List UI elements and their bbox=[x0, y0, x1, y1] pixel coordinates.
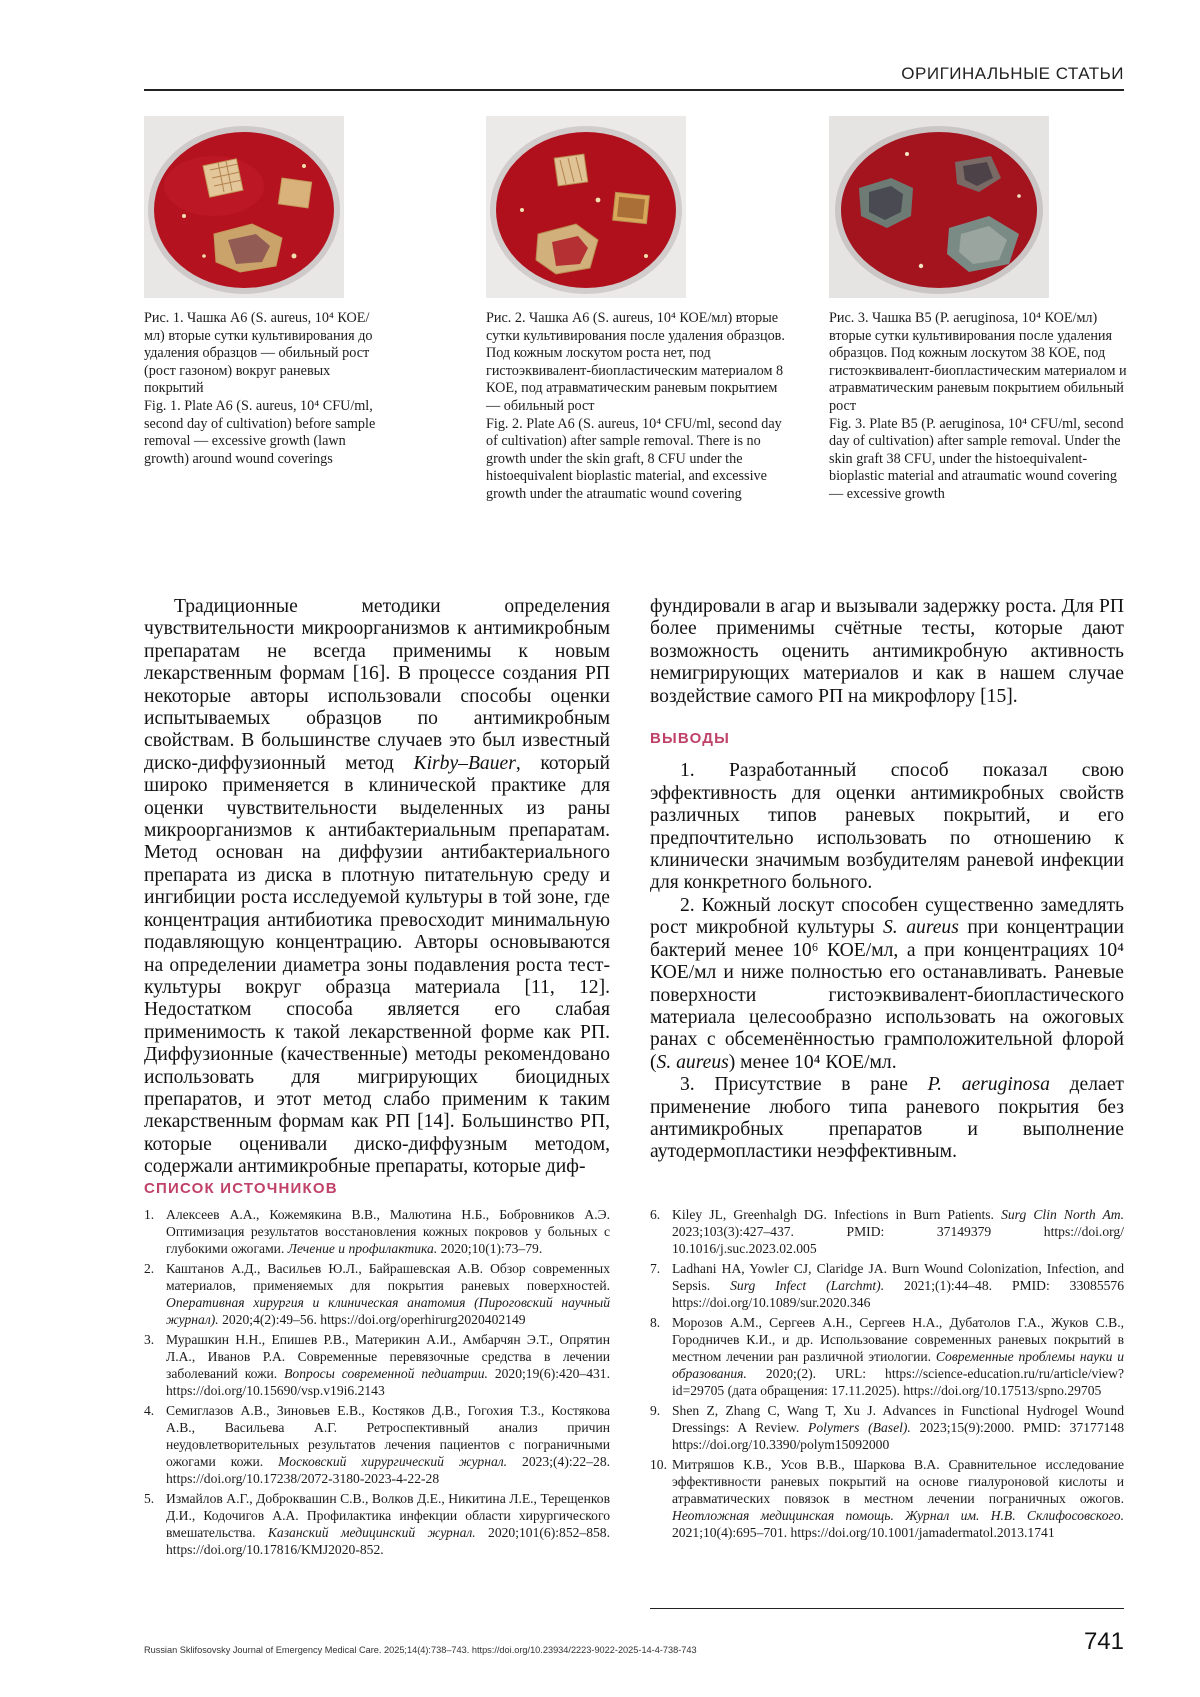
reference-item: 3. Мурашкин Н.Н., Епишев Р.В., Материкин А.И., Амбарчян Э.Т., Опрятин Л.А., Иванов Р.А. Современные перевязочные средства в лечении заболеваний кожи. Вопросы современной педиатрии. 2020;19(6):420–431. https://doi.org/10.15690/vsp.v19i6.2143 bbox=[144, 1332, 610, 1398]
figure-2-caption-en: Fig. 2. Plate A6 (S. aureus, 10⁴ CFU/ml, second day of cultivation) after sample removal. There is no growth under the skin graft, 8 CFU under the histoequivalent bioplastic material, and excessive growth under the atraumatic wound covering bbox=[486, 415, 782, 502]
reference-item: 1. Алексеев А.А., Кожемякина В.В., Малютина Н.Б., Бобровников А.Э. Оптимизация результатов восстановления кожных покровов у больных с глубокими ожогами. Лечение и профилактика. 2020;10(1):73–79. bbox=[144, 1207, 610, 1256]
conclusion-1: 1. Разработанный способ показал свою эффективность для оценки антимикробных свойств различных типов раневых покрытий, и его предпочтительно использовать по отношению к клинически значимым возбудителям раневой инфекции для конкретного больного. bbox=[650, 760, 1124, 894]
footer-citation: Russian Sklifosovsky Journal of Emergency Medical Care. 2025;14(4):738–743. https://doi.org/10.23934/2223-9022-2025-14-4-738-743 bbox=[144, 1645, 697, 1655]
body-paragraph-continued: фундировали в агар и вызывали задержку роста. Для РП более применимы счётные тесты, которые дают возможность оценить антимикробную активность немигрирующих материалов и как в нашем случае воздействие самого РП на микрофлору [15]. bbox=[650, 596, 1124, 707]
section-label: ОРИГИНАЛЬНЫЕ СТАТЬИ bbox=[901, 64, 1124, 83]
reference-item: 6. Kiley JL, Greenhalgh DG. Infections in Burn Patients. Surg Clin North Am. 2023;103(3):427–437. PMID: 37149379 https://doi.org/ 10.1016/j.suc.2023.02.005 bbox=[650, 1207, 1124, 1256]
figure-3-caption-ru: Рис. 3. Чашка В5 (P. aeruginosa, 10⁴ КОЕ/мл) вторые сутки культивирования после удаления образцов. Под кожным лоскутом 38 КОЕ, под гистоэквивалент-биопластическим материалом и атравматическим раневым покрытием обильный рост bbox=[829, 310, 1127, 414]
conclusions-heading: ВЫВОДЫ bbox=[650, 730, 731, 748]
reference-item: 9. Shen Z, Zhang C, Wang T, Xu J. Advances in Functional Hydrogel Wound Dressings: A Review. Polymers (Basel). 2023;15(9):2000. PMID: 37177148 https://doi.org/10.3390/polym15092000 bbox=[650, 1403, 1125, 1452]
reference-item: 2. Каштанов А.Д., Васильев Ю.Л., Байрашевская А.В. Обзор современных материалов, применяемых для покрытия раневых поверхностей. Оперативная хирургия и клиническая анатомия (Пироговский научный журнал). 2020;4(2):49–56. https://doi.org/operhirurg2020402149 bbox=[144, 1261, 610, 1327]
top-rule bbox=[144, 89, 1124, 91]
reference-item: 7. Ladhani HA, Yowler CJ, Claridge JA. Burn Wound Colonization, Infection, and Sepsis. Surg Infect (Larchmt). 2021;(1):44–48. PMID: 33085576 https://doi.org/10.1089/sur.2020.346 bbox=[650, 1261, 1125, 1310]
reference-item: 8. Морозов А.М., Сергеев А.Н., Сергеев Н.А., Дубатолов Г.А., Жуков С.В., Городничев К.И., и др. Использование современных раневых покрытий в местном лечении ран различной этиологии. Современные проблемы науки и образования. 2020;(2). URL: https://science-education.ru/ru/article/view?id=29705 (дата обращения: 17.11.2025). https://doi.org/10.17513/spno.29705 bbox=[650, 1315, 1124, 1398]
body-paragraph: Традиционные методики определения чувствительности микроорганизмов к антимикробным препаратам не всегда применимы к новым лекарственным формам [16]. В процессе создания РП некоторые авторы использовали способы оценки испытываемых образцов по антимикробным свойствам. В большинстве случаев это был известный диско-диффузионный метод Kirby–Bauer, который широко применяется в клинической практике для оценки чувствительности выделенных из раны микроорганизмов к антибактериальным препаратам. Метод основан на диффузии антибактериального препарата из диска в плотную питательную среду и ингибиции роста исследуемой культуры в той зоне, где концентрация антибиотика превосходит минимальную подавляющую концентрацию. Авторы основываются на определении диаметра зоны подавления роста тест-культуры вокруг образца материала [11, 12]. Недостатком способа является его слабая применимость к такой лекарственной форме как РП. Диффузионные (качественные) методы рекомендовано использовать для мигрирующих биоцидных препаратов, и этот метод слабо применим к таким лекарственным формам как РП [14]. Большинство РП, которые оценивали диско-диффузным методом, содержали антимикробные препараты, которые диф- bbox=[144, 596, 610, 1178]
figure-1-caption-ru: Рис. 1. Чашка А6 (S. aureus, 10⁴ КОЕ/мл) вторые сутки культивирования до удаления образцов — обильный рост (рост газоном) вокруг раневых покрытий bbox=[144, 310, 373, 397]
references-left bbox=[144, 1206, 610, 1561]
petri-dish-photo-3 bbox=[829, 116, 1049, 298]
reference-item: 10. Митряшов К.В., Усов В.В., Шаркова В.А. Сравнительное исследование эффективности раневых покрытий на основе гиалуроновой кислоты и атравматических повязок в местном лечении пограничных ожогов. Неотложная медицинская помощь. Журнал им. Н.В. Склифосовского. 2021;10(4):695–701. https://doi.org/10.1001/jamadermatol.2013.1741 bbox=[650, 1457, 1124, 1540]
petri-dish-photo-1 bbox=[144, 116, 344, 298]
figure-1-caption-en: Fig. 1. Plate A6 (S. aureus, 10⁴ CFU/ml, second day of cultivation) before sample removal — excessive growth (lawn growth) around wound coverings bbox=[144, 397, 376, 467]
references-heading: СПИСОК ИСТОЧНИКОВ bbox=[144, 1180, 338, 1197]
figure-2-caption-ru: Рис. 2. Чашка А6 (S. aureus, 10⁴ КОЕ/мл) вторые сутки культивирования после удаления образцов. Под кожным лоскутом роста нет, под гистоэквивалент-биопластическим материалом 8 КОЕ, под атравматическим раневым покрытием — обильный рост bbox=[486, 310, 785, 414]
figure-3-caption-en: Fig. 3. Plate B5 (P. aeruginosa, 10⁴ CFU/ml, second day of cultivation) after sample removal. Under the skin graft 38 CFU, under the histoequivalent-bioplastic material and atraumatic wound covering — excessive growth bbox=[829, 415, 1124, 502]
conclusion-3: 3. Присутствие в ране P. aeruginosa делает применение любого типа раневого покрытия без антимикробных препаратов и выполнение аутодермопластики неэффективным. bbox=[650, 1074, 1124, 1163]
body-right-column bbox=[650, 596, 1124, 1164]
bottom-rule bbox=[650, 1608, 1124, 1609]
figure-1 bbox=[144, 116, 384, 468]
conclusion-2: 2. Кожный лоскут способен существенно замедлять рост микробной культуры S. aureus при концентрации бактерий менее 10⁶ КОЕ/мл, а при концентрациях 10⁴ КОЕ/мл и ниже полностью его останавливать. Раневые поверхности гистоэквивалент-биопластического материала целесообразно использовать на ожоговых ранах с обсеменённостью грамположительной флорой (S. aureus) менее 10⁴ КОЕ/мл. bbox=[650, 894, 1124, 1073]
body-left-column bbox=[144, 596, 610, 1179]
reference-item: 4. Семиглазов А.В., Зиновьев Е.В., Костяков Д.В., Гогохия Т.З., Костякова А.В., Васильева А.Г. Ретроспективный анализ причин неудовлетворительных результатов лечения пациентов с пограничными ожогами кожи. Московский хирургический журнал. 2023;(4):22–28. https://doi.org/10.17238/2072-3180-2023-4-22-28 bbox=[144, 1403, 611, 1486]
reference-item: 5. Измайлов А.Г., Доброквашин С.В., Волков Д.Е., Никитина Л.Е., Терещенков Д.И., Кодочигов А.А. Профилактика инфекции области хирургического вмешательства. Казанский медицинский журнал. 2020;101(6):852–858. https://doi.org/10.17816/KMJ2020-852. bbox=[144, 1491, 610, 1557]
figure-2 bbox=[486, 116, 786, 504]
page-number: 741 bbox=[1083, 1628, 1124, 1655]
references-right bbox=[650, 1206, 1124, 1544]
petri-dish-photo-2 bbox=[486, 116, 686, 298]
figure-3 bbox=[829, 116, 1129, 504]
